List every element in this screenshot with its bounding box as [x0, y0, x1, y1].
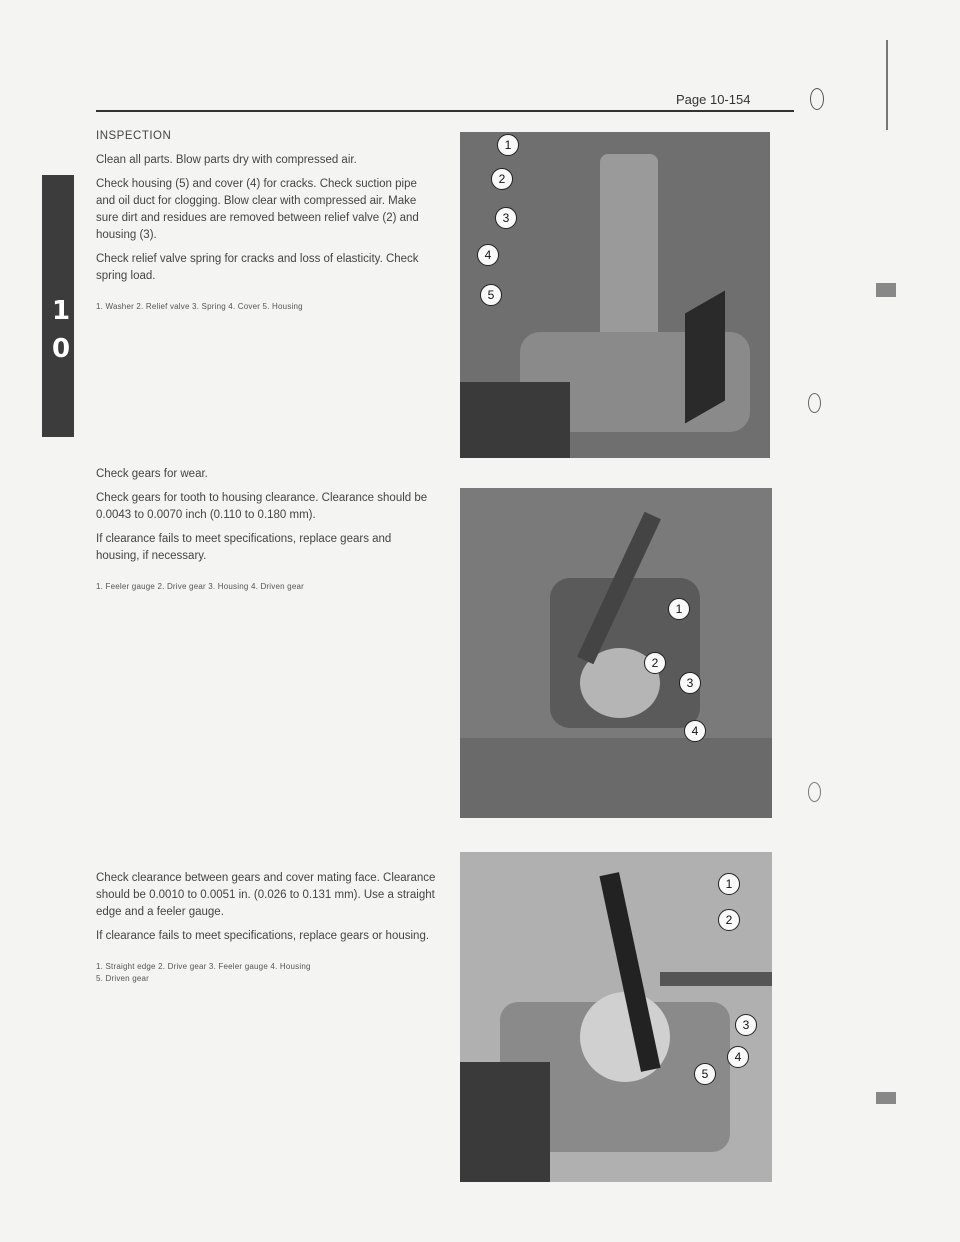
- callout-5: 5: [480, 284, 502, 306]
- chapter-tab-digit-2: 0: [52, 334, 71, 364]
- callout-1: 1: [718, 873, 740, 895]
- paragraph: Check housing (5) and cover (4) for cracks. Check suction pipe and oil duct for clogging. Blow clear with compressed air. Make sure dirt and residues are removed between relief valve (2) and housing (3).: [96, 178, 419, 241]
- paragraph: Clean all parts. Blow parts dry with compressed air.: [96, 154, 357, 166]
- binder-hole-mark: [808, 393, 821, 413]
- callout-4: 4: [684, 720, 706, 742]
- header-rule: [96, 110, 794, 112]
- figure-caption: 1. Feeler gauge 2. Drive gear 3. Housing 4. Driven gear: [96, 582, 304, 591]
- callout-4: 4: [727, 1046, 749, 1068]
- section-cover-clearance: [96, 870, 436, 985]
- paragraph: If clearance fails to meet specifications, replace gears or housing.: [96, 930, 430, 942]
- paragraph: Check relief valve spring for cracks and loss of elasticity. Check spring load.: [96, 253, 419, 282]
- callout-2: 2: [718, 909, 740, 931]
- scan-margin-mark: [876, 1092, 896, 1104]
- section-inspection: [96, 128, 436, 313]
- page-number: Page 10-154: [676, 92, 751, 107]
- scan-margin-line: [886, 40, 888, 130]
- section-heading: INSPECTION: [96, 130, 172, 142]
- figure-caption: 5. Driven gear: [96, 974, 150, 983]
- scan-margin-mark: [876, 283, 896, 297]
- chapter-tab-digit-1: 1: [52, 296, 71, 326]
- paragraph: Check gears for tooth to housing clearance. Clearance should be 0.0043 to 0.0070 inch (0.110 to 0.180 mm).: [96, 492, 428, 521]
- callout-1: 1: [497, 134, 519, 156]
- binder-hole-mark: [810, 88, 824, 110]
- callout-3: 3: [495, 207, 517, 229]
- paragraph: Check gears for wear.: [96, 468, 208, 480]
- section-gear-wear: [96, 466, 436, 593]
- paragraph: Check clearance between gears and cover mating face. Clearance should be 0.0010 to 0.0051 in. (0.026 to 0.131 mm). Use a straight edge and a feeler gauge.: [96, 872, 436, 918]
- callout-5: 5: [694, 1063, 716, 1085]
- callout-1: 1: [668, 598, 690, 620]
- callout-4: 4: [477, 244, 499, 266]
- callout-3: 3: [735, 1014, 757, 1036]
- binder-hole-mark: [808, 782, 821, 802]
- photo-feeler-gauge: [460, 488, 772, 818]
- photo-straight-edge: [460, 852, 772, 1182]
- callout-2: 2: [644, 652, 666, 674]
- paragraph: If clearance fails to meet specifications, replace gears and housing, if necessary.: [96, 533, 392, 562]
- callout-2: 2: [491, 168, 513, 190]
- callout-3: 3: [679, 672, 701, 694]
- figure-caption: 1. Straight edge 2. Drive gear 3. Feeler gauge 4. Housing: [96, 962, 311, 971]
- figure-caption: 1. Washer 2. Relief valve 3. Spring 4. Cover 5. Housing: [96, 302, 303, 311]
